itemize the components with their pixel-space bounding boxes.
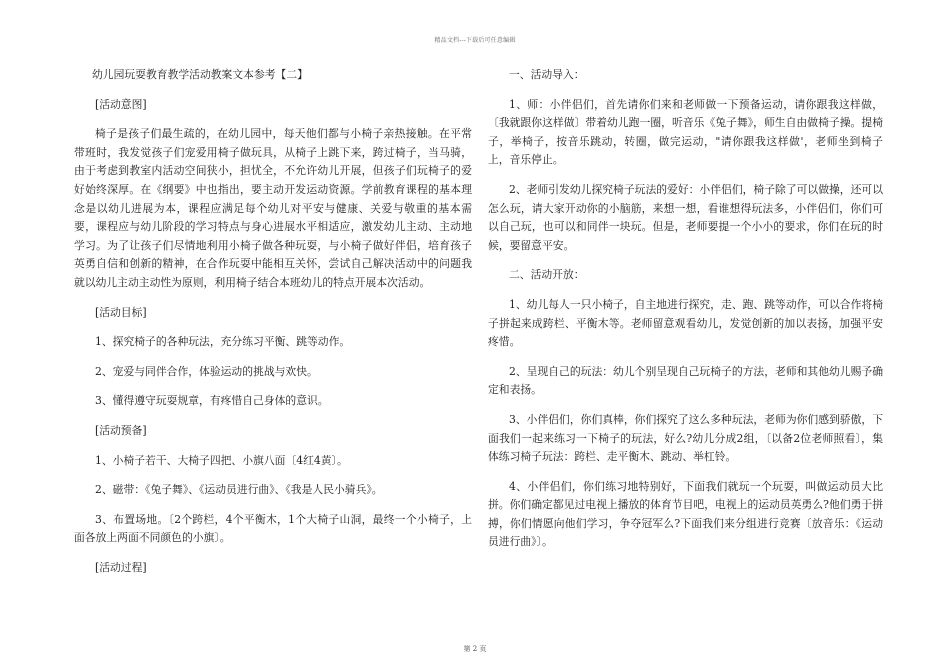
section-heading-intent: [活动意图] bbox=[95, 97, 147, 111]
right-column bbox=[488, 66, 883, 563]
page-number: 第 2 页 bbox=[463, 645, 487, 653]
activity-step-3: 3、小伴侣们，你们真棒，你们探究了这么多种玩法，老师为你们感到骄傲，下面我们一起来练习一下椅子的玩法，好么?幼儿分成2组，〔以备2位老师照看〕，集体练习椅子玩法：跨栏、走平衡木、跳动、举杠铃。 bbox=[488, 412, 883, 464]
intro-step-1: 1、师：小伴侣们，首先请你们来和老师做一下预备运动，请你跟我这样做，〔我就跟你这样做〕带着幼儿跑一圈，听音乐《兔子舞》，师生自由做椅子操。提椅子，举椅子，按音乐跳动，转圈，做完运动，"请你跟我这样做'，老师坐到椅子上，音乐停止。 bbox=[488, 97, 883, 167]
page-header: 精品文档---下载后可任意编辑 bbox=[434, 37, 516, 44]
activity-step-1: 1、幼儿每人一只小椅子，自主地进行探究，走、跑、跳等动作，可以合作将椅子拼起来成跨栏、平衡木等。老师留意观看幼儿，发觉创新的加以表扬，加强平安疼惜。 bbox=[488, 297, 883, 349]
preparation-item-1: 1、小椅子若干、大椅子四把、小旗八面〔4红4黄〕。 bbox=[95, 453, 348, 467]
left-column bbox=[74, 66, 472, 588]
activity-step-4: 4、小伴侣们，你们练习地特别好，下面我们就玩一个玩耍，叫做运动员大比拼。你们确定都见过电视上播放的体育节目吧，电视上的运动员英勇么?他们勇于拼搏，你们情愿向他们学习，争夺冠军么?下面我们来分组进行竞赛〔放音乐：《运动员进行曲》〕。 bbox=[488, 479, 883, 549]
preparation-item-3: 3、布置场地。〔2个跨栏，4个平衡木，1个大椅子山洞，最终一个小椅子，上面各放上两面不同颜色的小旗〕。 bbox=[74, 512, 472, 545]
preparation-item-2: 2、磁带：《兔子舞》、《运动员进行曲》、《我是人民小骑兵》。 bbox=[95, 483, 383, 497]
activity-step-2: 2、呈现自己的玩法：幼儿个别呈现自己玩椅子的方法，老师和其他幼儿赐予确定和表扬。 bbox=[488, 364, 883, 397]
document-title: 幼儿园玩耍教育教学活动教案文本参考【二】 bbox=[92, 68, 308, 81]
section-heading-intro: 一、活动导入： bbox=[509, 68, 585, 81]
intro-step-2: 2、老师引发幼儿探究椅子玩法的爱好：小伴侣们，椅子除了可以做操，还可以怎么玩，请大家开动你的小脑筋，来想一想，看谁想得玩法多，小伴侣们，你们可以自己玩，也可以和同伴一块玩。但是，老师要提一个小小的要求，你们在玩的时候，要留意平安。 bbox=[488, 182, 883, 252]
section-heading-process: [活动过程] bbox=[95, 560, 147, 574]
section-heading-goals: [活动目标] bbox=[95, 305, 147, 319]
goal-item-1: 1、探究椅子的各种玩法，充分练习平衡、跳等动作。 bbox=[95, 335, 351, 349]
section-heading-preparation: [活动预备] bbox=[95, 423, 147, 437]
goal-item-2: 2、宠爱与同伴合作，体验运动的挑战与欢快。 bbox=[95, 364, 318, 378]
intent-paragraph: 椅子是孩子们最生疏的，在幼儿园中，每天他们都与小椅子亲热接触。在平常带班时，我发觉孩子们宠爱用椅子做玩具，从椅子上跳下来，跨过椅子，当马骑，由于考虑到教室内活动空间狭小，担忧全，不允许幼儿开展，但孩子们玩椅子的爱好始终深厚。在《纲要》中也指出，要主动开发运动资源。学前教育课程的基本理念是以幼儿进展为本，课程应满足每个幼儿对平安与健康、关爱与敬重的基本需要，课程应与幼儿阶段的学习特点与身心进展水平相适应，激发幼儿主动、主动地学习。为了让孩子们尽情地利用小椅子做各种玩耍，与小椅子做好伴侣，培育孩子英勇自信和创新的精神，在合作玩耍中能相互关怀，尝试自己解决活动中的问题我就以幼儿主动主动性为原则，利用椅子结合本班幼儿的特点开展本次活动。 bbox=[74, 127, 472, 289]
goal-item-3: 3、懂得遵守玩耍规章，有疼惜自己身体的意识。 bbox=[95, 394, 329, 408]
section-heading-activity: 二、活动开放： bbox=[509, 268, 585, 282]
